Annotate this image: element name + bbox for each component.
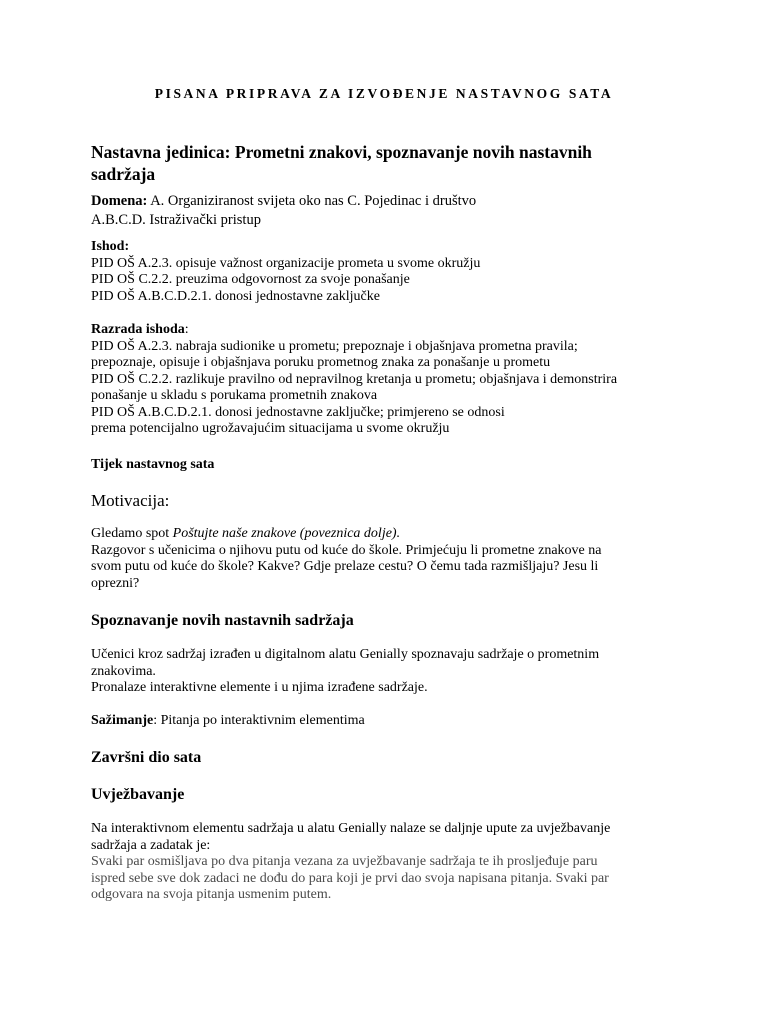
practice-section bbox=[91, 821, 691, 904]
motivation-line: oprezni? bbox=[91, 575, 140, 591]
lesson-unit-line-1: Nastavna jedinica: Prometni znakovi, spoznavanje novih nastavnih bbox=[91, 142, 592, 162]
outcome-item: PID OŠ A.2.3. opisuje važnost organizacije prometa u svome okružju bbox=[91, 255, 481, 271]
summary-line bbox=[91, 713, 691, 730]
motivation-section bbox=[91, 526, 691, 592]
elaboration-line: PID OŠ A.B.C.D.2.1. donosi jednostavne zaključke; primjereno se odnosi bbox=[91, 404, 505, 420]
elaboration-section bbox=[91, 322, 691, 438]
discovery-line: znakovima. bbox=[91, 663, 156, 679]
outcome-label: Ishod: bbox=[91, 239, 130, 254]
outcome-section bbox=[91, 239, 691, 305]
discovery-line: Učenici kroz sadržaj izrađen u digitalnom alatu Genially spoznavaju sadržaje o prometnim bbox=[91, 647, 600, 662]
domain-line-1: A. Organiziranost svijeta oko nas C. Pojedinac i društvo bbox=[147, 193, 477, 209]
elaboration-line: PID OŠ C.2.2. razlikuje pravilno od nepravilnog kretanja u prometu; objašnjava i demonstrira bbox=[91, 371, 618, 387]
motivation-heading: Motivacija: bbox=[91, 491, 170, 510]
final-part-heading: Završni dio sata bbox=[91, 749, 202, 766]
document-title: PISANA PRIPRAVA ZA IZVOĐENJE NASTAVNOG SATA bbox=[154, 86, 614, 101]
elaboration-line: prema potencijalno ugrožavajućim situacijama u svome okružju bbox=[91, 421, 450, 436]
practice-heading: Uvježbavanje bbox=[91, 786, 185, 803]
outcome-item: PID OŠ C.2.2. preuzima odgovornost za svoje ponašanje bbox=[91, 272, 410, 287]
elaboration-line: ponašanje u skladu s porukama prometnih znakova bbox=[91, 388, 378, 403]
practice-task-line: Svaki par osmišljava po dva pitanja vezana za uvježbavanje sadržaja te ih prosljeđuje paru bbox=[91, 854, 598, 869]
watch-prefix: Gledamo spot bbox=[91, 526, 173, 541]
summary-text: : Pitanja po interaktivnim elementima bbox=[153, 713, 365, 728]
video-title: Poštujte naše znakove (poveznica dolje). bbox=[172, 526, 401, 541]
elaboration-line: prepoznaje, opisuje i objašnjava poruku prometnog znaka za ponašanje u prometu bbox=[91, 355, 551, 370]
domain-line-2: A.B.C.D. Istraživački pristup bbox=[91, 212, 261, 228]
elaboration-label: Razrada ishoda bbox=[91, 322, 185, 337]
practice-task-line: ispred sebe sve dok zadaci ne dođu do para koji je prvi dao svoja napisana pitanja. Svaki par bbox=[91, 870, 609, 886]
practice-task-line: odgovara na svoja pitanja usmenim putem. bbox=[91, 887, 332, 902]
lesson-unit-heading bbox=[91, 141, 691, 185]
elaboration-colon: : bbox=[184, 322, 189, 337]
lesson-unit-line-2: sadržaja bbox=[91, 164, 156, 184]
practice-line: Na interaktivnom elementu sadržaja u alatu Genially nalaze se daljnje upute za uvježbavanje bbox=[91, 821, 611, 836]
elaboration-line: PID OŠ A.2.3. nabraja sudionike u prometu; prepoznaje i objašnjava prometna pravila; bbox=[91, 338, 578, 354]
motivation-line: Razgovor s učenicima o njihovu putu od kuće do škole. Primjećuju li prometne znakove na bbox=[91, 542, 602, 558]
lesson-flow-heading: Tijek nastavnog sata bbox=[91, 457, 215, 472]
discovery-heading: Spoznavanje novih nastavnih sadržaja bbox=[91, 612, 354, 629]
motivation-line: svom putu od kuće do škole? Kakve? Gdje prelaze cestu? O čemu tada razmišljaju? Jesu li bbox=[91, 559, 599, 574]
outcome-item: PID OŠ A.B.C.D.2.1. donosi jednostavne zaključke bbox=[91, 288, 380, 304]
discovery-section bbox=[91, 647, 691, 697]
practice-line: sadržaja a zadatak je: bbox=[91, 837, 211, 853]
domain-label: Domena: bbox=[91, 193, 148, 209]
discovery-line: Pronalaze interaktivne elemente i u njima izrađene sadržaje. bbox=[91, 680, 428, 695]
domain-section bbox=[91, 192, 691, 230]
summary-label: Sažimanje bbox=[91, 713, 154, 728]
